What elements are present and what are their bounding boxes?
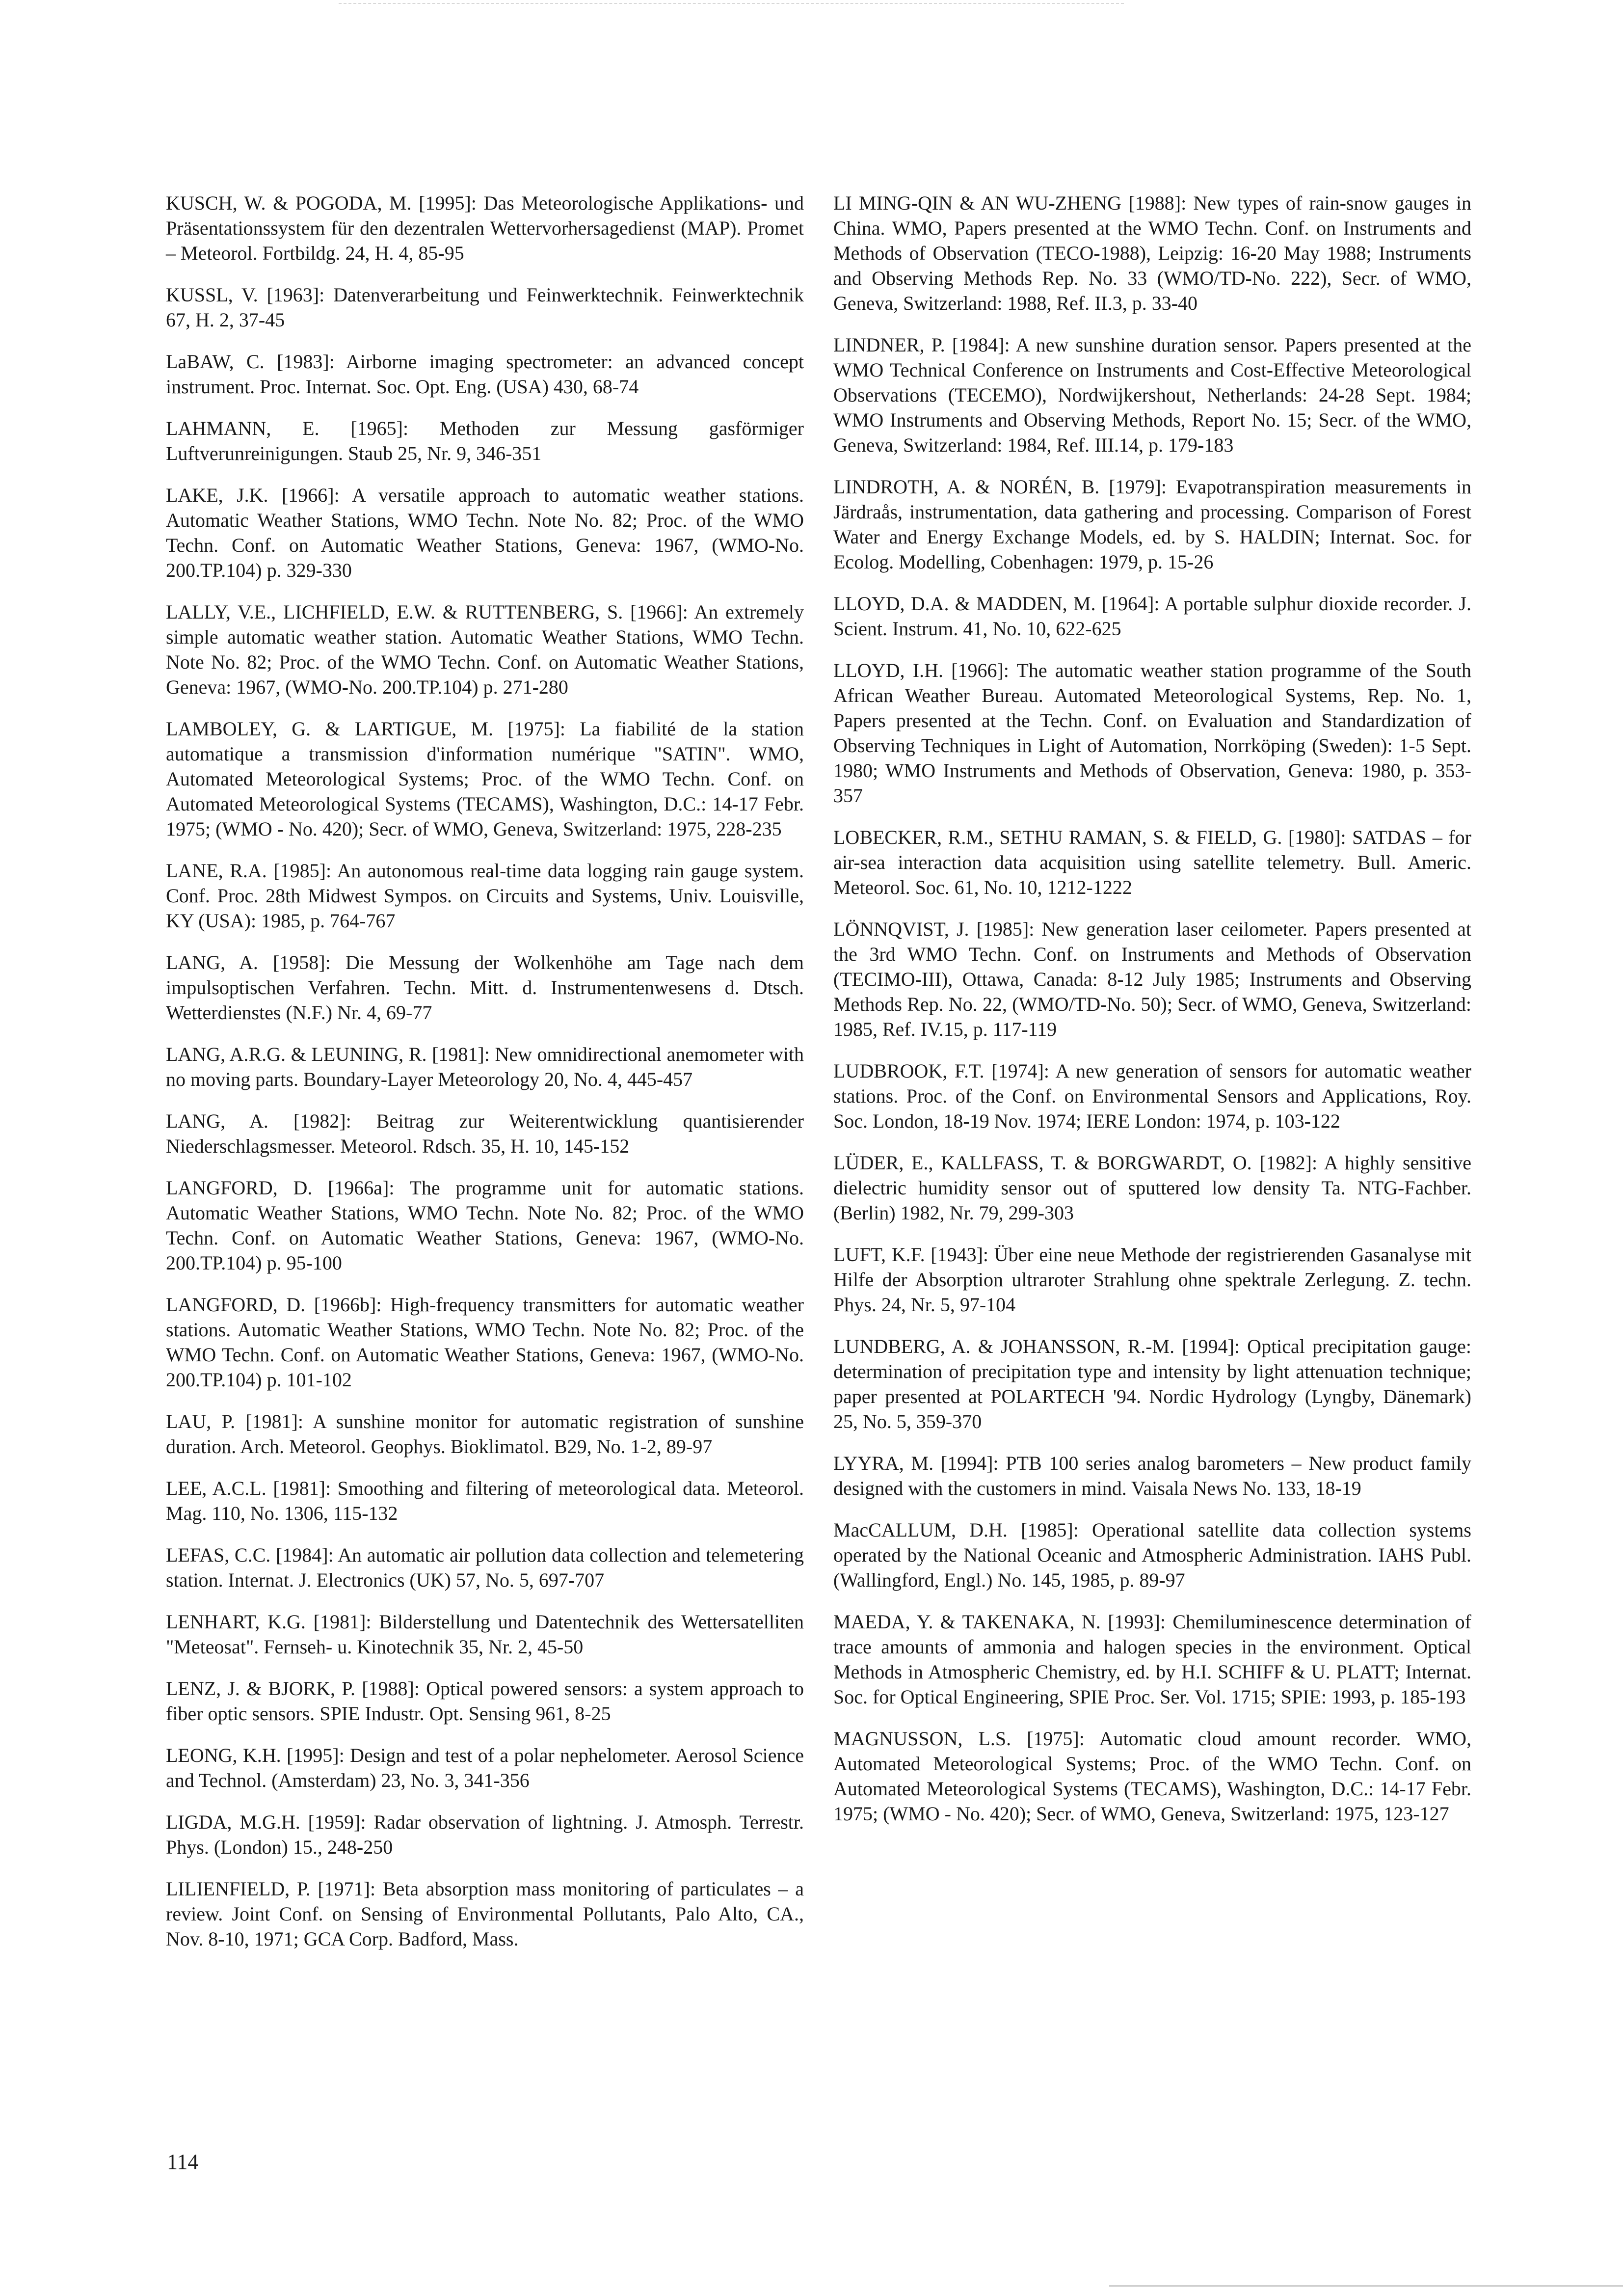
reference-entry: KUSSL, V. [1963]: Datenverarbeitung und Feinwerktechnik. Feinwerktechnik 67, H. 2, 37-45 [166,284,804,331]
reference-entry: MAEDA, Y. & TAKENAKA, N. [1993]: Chemiluminescence determination of trace amounts of ammonia and halogen species in the environment. Optical Methods in Atmospheric Chemistry, ed. by H.I. SCHIFF & U. PLATT; Internat. Soc. for Optical Engineering, SPIE Proc. Ser. Vol. 1715; SPIE: 1993, p. 185-193 [833,1611,1471,1708]
reference-entry: LALLY, V.E., LICHFIELD, E.W. & RUTTENBERG, S. [1966]: An extremely simple automatic weather station. Automatic Weather Stations, WMO Techn. Note No. 82; Proc. of the WMO Techn. Conf. on Automatic Weather Stations, Geneva: 1967, (WMO-No. 200.TP.104) p. 271-280 [166,601,804,698]
reference-entry: LaBAW, C. [1983]: Airborne imaging spectrometer: an advanced concept instrument. Proc. Internat. Soc. Opt. Eng. (USA) 430, 68-74 [166,351,804,398]
reference-entry: LAHMANN, E. [1965]: Methoden zur Messung gasförmiger Luftverunreinigungen. Staub 25, Nr. 9, 346-351 [166,417,804,464]
reference-entry: LANGFORD, D. [1966a]: The programme unit for automatic stations. Automatic Weather Stations, WMO Techn. Note No. 82; Proc. of the WMO Techn. Conf. on Automatic Weather Stations, Geneva: 1967, (WMO-No. 200.TP.104) p. 95-100 [166,1177,804,1274]
page-number: 114 [167,2150,199,2174]
reference-entry: LUDBROOK, F.T. [1974]: A new generation of sensors for automatic weather stations. Proc. of the Conf. on Environmental Sensors and Applications, Roy. Soc. London, 18-19 Nov. 1974; IERE London: 1974, p. 103-122 [833,1060,1471,1132]
reference-entry: LAKE, J.K. [1966]: A versatile approach to automatic weather stations. Automatic Weather Stations, WMO Techn. Note No. 82; Proc. of the WMO Techn. Conf. on Automatic Weather Stations, Geneva: 1967, (WMO-No. 200.TP.104) p. 329-330 [166,484,804,581]
reference-entry: LOBECKER, R.M., SETHU RAMAN, S. & FIELD, G. [1980]: SATDAS – for air-sea interaction data acquisition using satellite telemetry. Bull. Americ. Meteorol. Soc. 61, No. 10, 1212-1222 [833,826,1471,898]
reference-entry: LANG, A. [1958]: Die Messung der Wolkenhöhe am Tage nach dem impulsoptischen Verfahren. Techn. Mitt. d. Instrumentenwesens d. Dtsch. Wetterdienstes (N.F.) Nr. 4, 69-77 [166,951,804,1024]
reference-entry: LYYRA, M. [1994]: PTB 100 series analog barometers – New product family designed with the customers in mind. Vaisala News No. 133, 18-19 [833,1452,1471,1499]
reference-entry: LINDROTH, A. & NORÉN, B. [1979]: Evapotranspiration measurements in Järdraås, instrumentation, data gathering and processing. Comparison of Forest Water and Energy Exchange Models, ed. by S. HALDIN; Internat. Soc. for Ecolog. Modelling, Cobenhagen: 1979, p. 15-26 [833,476,1471,573]
reference-entry: LÖNNQVIST, J. [1985]: New generation laser ceilometer. Papers presented at the 3rd WMO Techn. Conf. on Instruments and Methods of Observation (TECIMO-III), Ottawa, Canada: 8-12 July 1985; Instruments and Observing Methods Rep. No. 22, (WMO/TD-No. 50); Secr. of WMO, Geneva, Switzerland: 1985, Ref. IV.15, p. 117-119 [833,918,1471,1040]
reference-entry: LIGDA, M.G.H. [1959]: Radar observation of lightning. J. Atmosph. Terrestr. Phys. (London) 15., 248-250 [166,1811,804,1858]
reference-entry: LLOYD, D.A. & MADDEN, M. [1964]: A portable sulphur dioxide recorder. J. Scient. Instrum. 41, No. 10, 622-625 [833,593,1471,640]
reference-entry: MacCALLUM, D.H. [1985]: Operational satellite data collection systems operated by the National Oceanic and Atmospheric Administration. IAHS Publ. (Wallingford, Engl.) No. 145, 1985, p. 89-97 [833,1519,1471,1591]
reference-entry: LEE, A.C.L. [1981]: Smoothing and filtering of meteorological data. Meteorol. Mag. 110, No. 1306, 115-132 [166,1477,804,1524]
reference-column-left [166,190,804,1968]
reference-entry: LANG, A. [1982]: Beitrag zur Weiterentwicklung quantisierender Niederschlagsmesser. Meteorol. Rdsch. 35, H. 10, 145-152 [166,1110,804,1157]
reference-entry: LLOYD, I.H. [1966]: The automatic weather station programme of the South African Weather Bureau. Automated Meteorological Systems, Rep. No. 1, Papers presented at the Techn. Conf. on Evaluation and Standardization of Observing Techniques in Light of Automation, Norrköping (Sweden): 1-5 Sept. 1980; WMO Instruments and Methods of Observation, Geneva: 1980, p. 353-357 [833,659,1471,807]
reference-entry: KUSCH, W. & POGODA, M. [1995]: Das Meteorologische Applikations- und Präsentationssystem für den dezentralen Wettervorhersagedienst (MAP). Promet – Meteorol. Fortbildg. 24, H. 4, 85-95 [166,192,804,264]
reference-entry: LEFAS, C.C. [1984]: An automatic air pollution data collection and telemetering station. Internat. J. Electronics (UK) 57, No. 5, 697-707 [166,1544,804,1591]
reference-entry: MAGNUSSON, L.S. [1975]: Automatic cloud amount recorder. WMO, Automated Meteorological Systems; Proc. of the WMO Techn. Conf. on Automated Meteorological Systems (TECAMS), Washington, D.C.: 14-17 Febr. 1975; (WMO - No. 420); Secr. of WMO, Geneva, Switzerland: 1975, 123-127 [833,1728,1471,1825]
reference-entry: LUNDBERG, A. & JOHANSSON, R.-M. [1994]: Optical precipitation gauge: determination of precipitation type and intensity by light attenuation technique; paper presented at POLARTECH '94. Nordic Hydrology (Lyngby, Dänemark) 25, No. 5, 359-370 [833,1335,1471,1432]
reference-entry: LILIENFIELD, P. [1971]: Beta absorption mass monitoring of particulates – a review. Joint Conf. on Sensing of Environmental Pollutants, Palo Alto, CA., Nov. 8-10, 1971; GCA Corp. Badford, Mass. [166,1878,804,1950]
reference-entry: LENHART, K.G. [1981]: Bilderstellung und Datentechnik des Wettersatelliten "Meteosat". Fernseh- u. Kinotechnik 35, Nr. 2, 45-50 [166,1611,804,1658]
reference-entry: LI MING-QIN & AN WU-ZHENG [1988]: New types of rain-snow gauges in China. WMO, Papers presented at the WMO Techn. Conf. on Instruments and Methods of Observation (TECO-1988), Leipzig: 16-20 May 1988; Instruments and Observing Methods Rep. No. 33 (WMO/TD-No. 222), Secr. of WMO, Geneva, Switzerland: 1988, Ref. II.3, p. 33-40 [833,192,1471,314]
reference-entry: LANG, A.R.G. & LEUNING, R. [1981]: New omnidirectional anemometer with no moving parts. Boundary-Layer Meteorology 20, No. 4, 445-457 [166,1043,804,1090]
reference-entry: LANGFORD, D. [1966b]: High-frequency transmitters for automatic weather stations. Automatic Weather Stations, WMO Techn. Note No. 82; Proc. of the WMO Techn. Conf. on Automatic Weather Stations, Geneva: 1967, (WMO-No. 200.TP.104) p. 101-102 [166,1294,804,1391]
reference-entry: LÜDER, E., KALLFASS, T. & BORGWARDT, O. [1982]: A highly sensitive dielectric humidity sensor out of sputtered low density Ta. NTG-Fachber. (Berlin) 1982, Nr. 79, 299-303 [833,1152,1471,1224]
reference-entry: LUFT, K.F. [1943]: Über eine neue Methode der registrierenden Gasanalyse mit Hilfe der Absorption ultraroter Strahlung ohne spektrale Zerlegung. Z. techn. Phys. 24, Nr. 5, 97-104 [833,1243,1471,1316]
reference-entry: LANE, R.A. [1985]: An autonomous real-time data logging rain gauge system. Conf. Proc. 28th Midwest Sympos. on Circuits and Systems, Univ. Louisville, KY (USA): 1985, p. 764-767 [166,860,804,932]
reference-entry: LAU, P. [1981]: A sunshine monitor for automatic registration of sunshine duration. Arch. Meteorol. Geophys. Bioklimatol. B29, No. 1-2, 89-97 [166,1410,804,1458]
scan-edge-bottom [1109,2285,1623,2287]
reference-entry: LINDNER, P. [1984]: A new sunshine duration sensor. Papers presented at the WMO Technical Conference on Instruments and Cost-Effective Meteorological Observations (TECEMO), Nordwijkershout, Netherlands: 24-28 Sept. 1984; WMO Instruments and Observing Methods, Report No. 15; Secr. of the WMO, Geneva, Switzerland: 1984, Ref. III.14, p. 179-183 [833,334,1471,456]
reference-column-right [833,190,1471,1843]
scan-edge-top [339,3,1124,5]
reference-entry: LAMBOLEY, G. & LARTIGUE, M. [1975]: La fiabilité de la station automatique a transmission d'information numérique "SATIN". WMO, Automated Meteorological Systems; Proc. of the WMO Techn. Conf. on Automated Meteorological Systems (TECAMS), Washington, D.C.: 14-17 Febr. 1975; (WMO - No. 420); Secr. of WMO, Geneva, Switzerland: 1975, 228-235 [166,718,804,840]
reference-entry: LEONG, K.H. [1995]: Design and test of a polar nephelometer. Aerosol Science and Technol. (Amsterdam) 23, No. 3, 341-356 [166,1744,804,1791]
reference-entry: LENZ, J. & BJORK, P. [1988]: Optical powered sensors: a system approach to fiber optic sensors. SPIE Industr. Opt. Sensing 961, 8-25 [166,1677,804,1725]
